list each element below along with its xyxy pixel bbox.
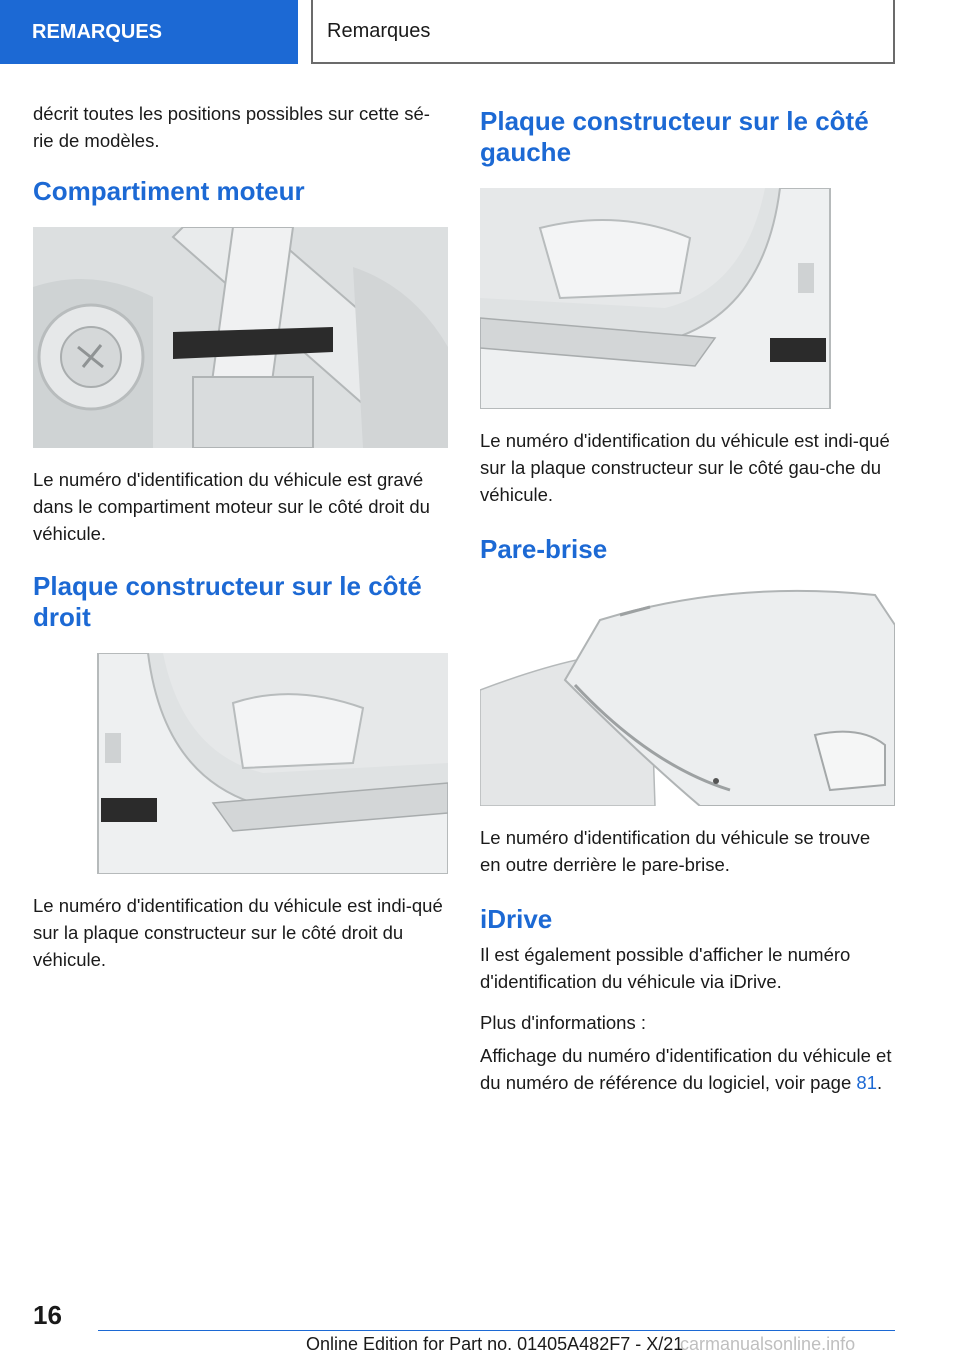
reference-text <box>480 1042 895 1096</box>
footer-watermark: carmanualsonline.info <box>680 1334 856 1354</box>
page-81-link[interactable]: 81 <box>856 1072 877 1093</box>
left-side-plate-illustration <box>480 188 895 409</box>
heading-engine-compartment: Compartiment moteur <box>33 176 305 206</box>
windshield-text: Le numéro d'identification du véhicule se trouve en outre derrière le pare-brise. <box>480 827 871 875</box>
engine-compartment-illustration <box>33 227 448 448</box>
windshield-illustration <box>480 585 895 806</box>
right-column <box>480 100 895 1110</box>
page-header-title: Remarques <box>311 0 895 64</box>
more-info-label: Plus d'informations : <box>480 1012 646 1033</box>
left-plate-text: Le numéro d'identification du véhicule est indi-qué sur la plaque constructeur sur le côté gau-che du véhicule. <box>480 430 890 505</box>
reference-text-body: Affichage du numéro d'identification du véhicule et du numéro de référence du logiciel, voir page <box>480 1045 892 1093</box>
heading-windshield: Pare-brise <box>480 534 608 564</box>
intro-text: décrit toutes les positions possibles sur cette sé-rie de modèles. <box>33 103 430 151</box>
idrive-text: Il est également possible d'afficher le numéro d'identification du véhicule via iDrive. <box>480 944 851 992</box>
left-column <box>33 100 448 987</box>
heading-idrive: iDrive <box>480 904 553 934</box>
footer-edition: Online Edition for Part no. 01405A482F7 - X/21 <box>306 1334 684 1354</box>
heading-left-plate: Plaque constructeur sur le côté gauche <box>480 106 869 167</box>
heading-right-plate: Plaque constructeur sur le côté droit <box>33 571 422 632</box>
footer-divider <box>98 1330 895 1331</box>
right-side-plate-illustration <box>33 653 448 874</box>
section-tab: REMARQUES <box>0 0 298 64</box>
right-plate-text: Le numéro d'identification du véhicule est indi-qué sur la plaque constructeur sur le côté droit du véhicule. <box>33 895 443 970</box>
engine-compartment-text: Le numéro d'identification du véhicule est gravé dans le compartiment moteur sur le côté droit du véhicule. <box>33 469 430 544</box>
reference-text-end: . <box>876 1072 883 1093</box>
page-number: 16 <box>33 1300 62 1330</box>
